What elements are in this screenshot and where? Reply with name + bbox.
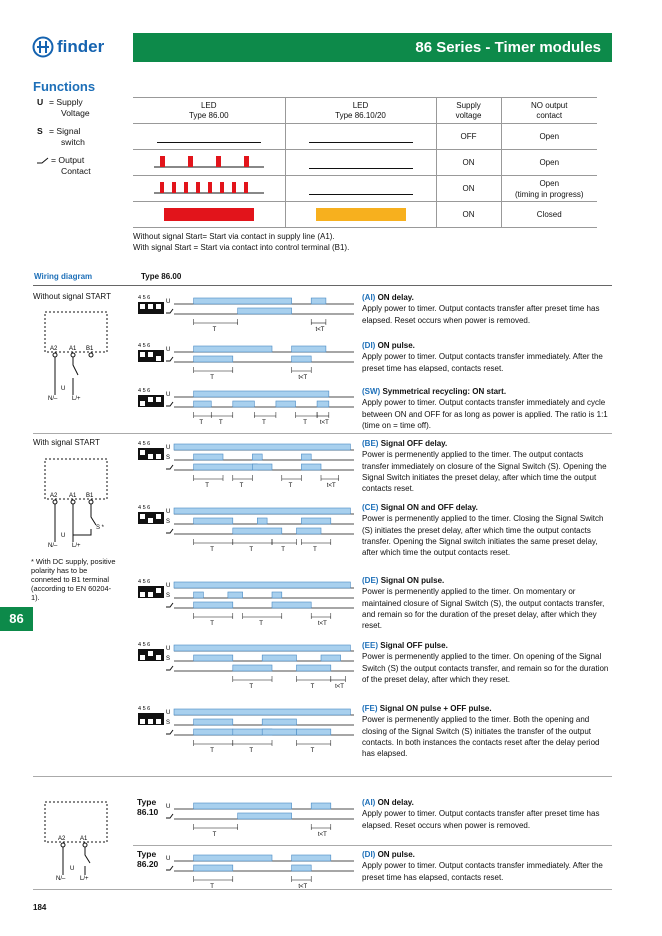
contact-symbol-icon [166, 866, 173, 870]
type-86-20-label: Type 86.20 [137, 849, 159, 869]
svg-text:U: U [70, 866, 75, 872]
function-text: Power is permenently applied to the timer. Both the opening and closing of the Signal Switch (S) initiates the transfer of the output contacts. In both instances the contacts reset after the delay period has elapsed. [362, 715, 600, 759]
svg-text:N/–: N/– [56, 876, 66, 882]
function-code: (BE) [362, 439, 379, 448]
time-label: T [219, 420, 223, 426]
time-label: T [288, 483, 293, 489]
contact-symbol-icon [37, 157, 51, 165]
signal-bar [311, 298, 326, 304]
time-label: T [303, 420, 307, 426]
signal-bar [233, 401, 255, 407]
svg-text:A2: A2 [58, 836, 66, 842]
wiring-diagram-without [40, 310, 120, 405]
dip-switch-lever [148, 397, 153, 402]
dip-switch-lever [156, 655, 161, 660]
time-label: T [212, 327, 217, 333]
time-label: t<T [318, 621, 327, 627]
dip-switch-lever [148, 454, 153, 459]
row-label: S [166, 720, 171, 726]
function-title: ON pulse. [377, 341, 415, 350]
finder-logo-icon [32, 36, 54, 58]
row-label: U [166, 583, 171, 589]
led-off-line [157, 142, 261, 143]
signal-bar [194, 803, 292, 809]
function-desc [362, 340, 612, 374]
brand-name: finder [57, 37, 105, 56]
dip-switch-lever [156, 588, 161, 593]
row-label: U [166, 445, 171, 451]
row-label: S [166, 455, 171, 461]
svg-text:A1: A1 [80, 836, 88, 842]
row-label: U [166, 646, 171, 652]
dip-switch-label: 4 5 6 [138, 505, 151, 511]
dip-switch-lever [148, 518, 153, 523]
series-tab: 86 [0, 607, 33, 631]
function-text: Apply power to timer. Output contacts transfer immediately and cycle between ON and OFF for as long as power is applied. The ratio is 1:1 (time on = time off). [362, 398, 608, 430]
dip-switch-lever [140, 450, 145, 455]
signal-bar [194, 592, 204, 598]
dip-switch-label: 4 5 6 [138, 579, 151, 585]
signal-bar [297, 528, 322, 534]
timing-diagram [136, 577, 360, 639]
row-label: U [166, 856, 171, 862]
dip-switch-lever [156, 454, 161, 459]
function-code: (DE) [362, 576, 379, 585]
signal-bar [194, 464, 258, 470]
function-code: (SW) [362, 387, 381, 396]
signal-bar [321, 655, 341, 661]
function-text: Apply power to timer. Output contacts transfer immediately. After the preset time has elapsed, contacts reset. [362, 861, 603, 882]
signal-bar [292, 346, 326, 352]
signal-bar [301, 454, 311, 460]
type-86-00-label: Type 86.00 [141, 272, 182, 281]
signal-bar [233, 665, 272, 671]
signal-bar [272, 592, 282, 598]
legend-signal: S = Signal switch [37, 126, 85, 147]
svg-text:L/+: L/+ [72, 543, 81, 549]
with-start-label: With signal START [33, 438, 100, 447]
time-label: T [212, 832, 217, 838]
function-title: Signal ON pulse. [380, 576, 445, 585]
time-label: T [210, 748, 214, 754]
dip-switch-label: 4 5 6 [138, 642, 151, 648]
dip-switch-lever [148, 352, 153, 357]
function-title: Symmetrical recycling: ON start. [382, 387, 507, 396]
wiring-diagram-with [40, 457, 120, 552]
signal-bar [194, 602, 233, 608]
contact-symbol-icon [166, 402, 173, 406]
led-on-amber [316, 208, 406, 221]
signal-bar [311, 803, 331, 809]
signal-bar [174, 444, 350, 450]
time-label: T [205, 483, 209, 489]
signal-bar [272, 602, 311, 608]
function-title: Signal OFF pulse. [380, 641, 448, 650]
legend-supply: U = Supply Voltage [37, 97, 90, 118]
row-label: S [166, 593, 171, 599]
page-title: 86 Series - Timer modules [133, 33, 612, 62]
svg-text:S *: S * [96, 525, 105, 531]
time-label: t<T [319, 420, 329, 426]
led-off-line [309, 142, 413, 143]
row-label: U [166, 392, 171, 398]
dip-switch-lever [140, 401, 145, 406]
function-desc [362, 502, 612, 558]
row-label: U [166, 804, 171, 810]
function-code: (DI) [362, 850, 376, 859]
function-title: Signal ON and OFF delay. [380, 503, 478, 512]
signal-bar [174, 645, 350, 651]
time-label: T [249, 684, 254, 690]
time-label: T [281, 547, 285, 553]
function-title: ON pulse. [377, 850, 415, 859]
signal-bar [194, 356, 233, 362]
time-label: T [262, 420, 266, 426]
dip-switch-label: 4 5 6 [138, 343, 151, 349]
page-number: 184 [33, 903, 47, 912]
wiring-diagram-label: Wiring diagram [34, 272, 93, 281]
time-label: T [239, 483, 244, 489]
function-title: ON delay. [377, 798, 414, 807]
signal-bar [228, 592, 243, 598]
svg-text:A1: A1 [69, 493, 77, 499]
signal-bar [194, 346, 272, 352]
dip-switch-lever [148, 719, 153, 724]
led-table: LED Type 86.00 LED Type 86.10/20 Supply voltage NO output contact OFF Open ON Open ON Open (timing in progress) ON Closed [133, 97, 597, 228]
contact-symbol-icon [166, 666, 173, 670]
dip-switch-label: 4 5 6 [138, 441, 151, 447]
function-text: Apply power to timer. Output contacts transfer after preset time has elapsed. Reset occurs when power is removed. [362, 809, 600, 830]
dc-supply-footnote: * With DC supply, positive polarity has to be conneted to B1 terminal (according to EN 60204-1). [31, 557, 116, 602]
signal-bar [238, 308, 292, 314]
dip-switch-lever [156, 719, 161, 724]
signal-bar [262, 719, 296, 725]
time-label: T [210, 884, 214, 890]
timing-diagram [136, 386, 360, 436]
time-label: t<T [326, 483, 336, 489]
signal-bar [297, 665, 331, 671]
timing-diagram [136, 293, 360, 343]
time-label: T [313, 547, 317, 553]
divider [33, 285, 612, 286]
function-desc [362, 438, 612, 494]
timing-diagram [136, 850, 360, 900]
time-label: T [249, 547, 254, 553]
dip-switch-label: 4 5 6 [138, 706, 151, 712]
legend-contact: = Output Contact [37, 155, 91, 177]
svg-text:U: U [61, 386, 66, 392]
function-text: Power is permenently applied to the timer. Closing the Signal Switch (S) initiates the preset delay, after which time the output contacts transfer. Opening the Signal switch initiates the same preset delay, after which time the output contacts reset. [362, 514, 604, 558]
signal-bar [252, 464, 272, 470]
row-label: S [166, 519, 171, 525]
time-label: t<T [318, 832, 327, 838]
function-title: Signal ON pulse + OFF pulse. [379, 704, 492, 713]
signal-bar [301, 518, 330, 524]
signal-bar [297, 729, 331, 735]
dip-switch-lever [156, 356, 161, 361]
signal-bar [194, 391, 329, 397]
dip-switch-lever [148, 592, 153, 597]
note-with: With signal Start = Start via contact into control terminal (B1). [133, 243, 350, 252]
signal-bar [194, 655, 233, 661]
svg-text:A2: A2 [50, 346, 58, 352]
svg-text:N/–: N/– [48, 543, 58, 549]
signal-bar [174, 508, 350, 514]
function-code: (AI) [362, 798, 376, 807]
row-label: U [166, 710, 171, 716]
time-label: T [210, 375, 214, 381]
functions-title: Functions [33, 79, 96, 94]
row-label: U [166, 509, 171, 515]
dip-switch-lever [140, 514, 145, 519]
signal-bar [252, 454, 262, 460]
function-text: Power is permenently applied to the timer. On opening of the Signal Switch (S) the output contacts transfer, and remain so for the duration of the preset delay, after which they reset. [362, 652, 609, 684]
function-desc [362, 640, 612, 685]
signal-bar [292, 855, 331, 861]
dip-switch-lever [140, 304, 145, 309]
signal-bar [194, 865, 233, 871]
contact-symbol-icon [166, 603, 173, 607]
function-desc [362, 292, 612, 326]
svg-text:B1: B1 [86, 493, 94, 499]
function-code: (EE) [362, 641, 378, 650]
without-start-label: Without signal START [33, 292, 111, 301]
time-label: t<T [298, 884, 308, 890]
svg-text:A2: A2 [50, 493, 58, 499]
svg-text:L/+: L/+ [72, 396, 81, 402]
contact-symbol-icon [166, 357, 173, 361]
signal-bar [194, 298, 292, 304]
dip-switch-lever [140, 352, 145, 357]
time-label: T [249, 748, 254, 754]
function-code: (FE) [362, 704, 378, 713]
contact-symbol-icon [166, 730, 173, 734]
dip-switch-lever [140, 655, 145, 660]
signal-bar [194, 719, 233, 725]
function-desc [362, 849, 612, 883]
signal-bar [233, 528, 282, 534]
finder-logo [32, 36, 104, 58]
time-label: T [199, 420, 204, 426]
led-slow-blink [154, 153, 264, 169]
function-text: Apply power to timer. Output contacts transfer after preset time has elapsed. Reset occurs when power is removed. [362, 304, 600, 325]
svg-text:A1: A1 [69, 346, 77, 352]
function-desc [362, 797, 612, 831]
signal-bar [276, 401, 296, 407]
time-label: t<T [335, 684, 344, 690]
legend-symbol: U [37, 97, 44, 107]
type-86-10-label: Type 86.10 [137, 797, 159, 817]
dip-switch-lever [140, 719, 145, 724]
function-desc [362, 386, 612, 431]
signal-bar [194, 454, 223, 460]
signal-bar [257, 518, 267, 524]
row-label: U [166, 347, 171, 353]
led-on-red [164, 208, 254, 221]
signal-bar [194, 855, 272, 861]
dip-switch-lever [156, 397, 161, 402]
signal-bar [292, 865, 312, 871]
contact-symbol-icon [166, 309, 173, 313]
dip-switch-label: 4 5 6 [138, 388, 151, 394]
signal-bar [194, 518, 233, 524]
signal-bar [317, 401, 329, 407]
dip-switch-lever [140, 592, 145, 597]
svg-text:U: U [61, 533, 66, 539]
row-label: U [166, 299, 171, 305]
signal-bar [238, 813, 292, 819]
signal-bar [194, 729, 233, 735]
contact-symbol-icon [166, 814, 173, 818]
signal-bar [292, 356, 312, 362]
legend-symbol: S [37, 126, 43, 136]
timing-diagram [136, 640, 360, 702]
dip-switch-lever [156, 514, 161, 519]
row-label: S [166, 656, 171, 662]
time-label: T [210, 547, 214, 553]
timing-diagram [136, 503, 360, 565]
divider [33, 776, 612, 777]
contact-symbol-icon [166, 465, 173, 469]
time-label: t<T [315, 327, 325, 333]
signal-bar [174, 709, 350, 715]
wiring-diagram-8610 [40, 800, 120, 885]
timing-diagram [136, 704, 360, 766]
function-desc [362, 575, 612, 631]
function-text: Power is permenently applied to the timer. On momentary or maintained closure of Signal Switch (S), the output contacts transfer, and remain so for the duration of the preset delay, after which they reset. [362, 587, 605, 631]
function-text: Apply power to timer. Output contacts transfer immediately. After the preset time has elapsed, contacts reset. [362, 352, 603, 373]
signal-bar [262, 729, 296, 735]
function-text: Power is permenently applied to the timer. The output contacts transfer immediately on closure of the Signal Switch (S). Opening the Signal Switch initiates the preset delay, after which time the output contacts reset. [362, 450, 607, 494]
signal-bar [301, 464, 321, 470]
function-code: (CE) [362, 503, 379, 512]
dip-switch-lever [148, 304, 153, 309]
time-label: T [310, 684, 315, 690]
signal-bar [262, 655, 296, 661]
function-code: (DI) [362, 341, 376, 350]
signal-bar [194, 401, 212, 407]
function-title: Signal OFF delay. [380, 439, 448, 448]
time-label: T [259, 621, 263, 627]
time-label: t<T [298, 375, 308, 381]
led-fast-blink [154, 179, 264, 195]
svg-text:B1: B1 [86, 346, 94, 352]
time-label: T [210, 621, 214, 627]
timing-diagram [136, 439, 360, 501]
timing-diagram [136, 341, 360, 391]
svg-text:L/+: L/+ [80, 876, 89, 882]
contact-symbol-icon [166, 529, 173, 533]
time-label: T [310, 748, 315, 754]
note-without: Without signal Start= Start via contact in supply line (A1). [133, 232, 335, 241]
signal-bar [174, 582, 350, 588]
function-code: (AI) [362, 293, 376, 302]
dip-switch-lever [148, 651, 153, 656]
function-desc [362, 703, 612, 759]
function-title: ON delay. [377, 293, 414, 302]
dip-switch-label: 4 5 6 [138, 295, 151, 301]
timing-diagram [136, 798, 360, 848]
svg-text:N/–: N/– [48, 396, 58, 402]
dip-switch-lever [156, 304, 161, 309]
